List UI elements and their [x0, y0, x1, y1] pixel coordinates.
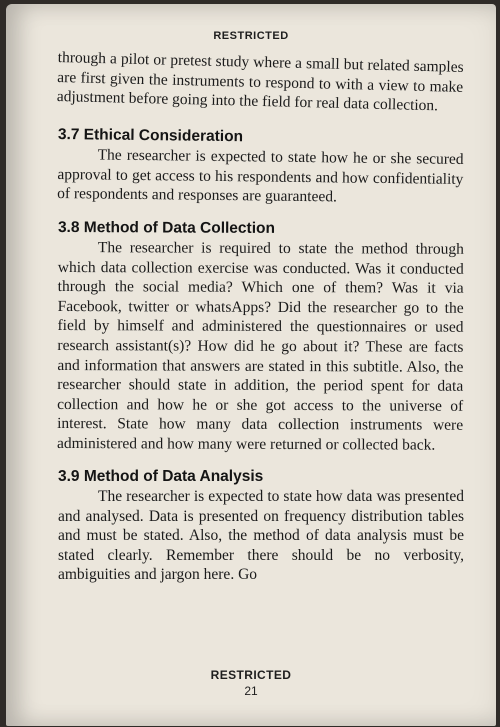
page-footer: [6, 668, 496, 698]
book-page: [6, 4, 496, 726]
page-number: 21: [244, 684, 258, 698]
section-body: The researcher is expected to state how he or she secured approval to get access to his respondents and how confidentiality of respondents and responses are guaranteed.: [57, 146, 464, 206]
intro-paragraph: through a pilot or pretest study where a small but related samples are first given the instruments to respond to with a view to make adjustment before going into the field for real data collection.: [56, 48, 464, 115]
section-data-collection: [57, 218, 464, 455]
footer-classification: RESTRICTED: [210, 668, 292, 682]
page-content: [58, 48, 464, 585]
section-heading: 3.9 Method of Data Analysis: [58, 468, 264, 486]
section-body: The researcher is expected to state how data was presented and analysed. Data is presented on frequency distribution tables and must be stated. Also, the method of data analysis must be stated clearly. Remember there should be no verbosity, ambiguities and jargon here. Go: [58, 488, 464, 584]
section-data-analysis: [58, 467, 464, 585]
section-heading: 3.8 Method of Data Collection: [57, 218, 276, 237]
header-classification: RESTRICTED: [213, 30, 289, 42]
section-ethical-consideration: [57, 125, 464, 209]
section-heading: 3.7 Ethical Consideration: [57, 125, 244, 146]
section-body: The researcher is required to state the method through which data collection exercise was conducted. Was it conducted through the social media? Which one of them? Was it via Facebook, twitter or whatsApps? Did the researcher go to the field by himself and administered the questionnaires or used research assistant(s)? How did he go about it? These are facts and information that answers are stated in this subtitle. Also, the researcher should state in addition, the period spent for data collection and how he or she got access to the universe of interest. State how many data collection instruments were administered and how many were returned or collected back.: [56, 238, 464, 454]
